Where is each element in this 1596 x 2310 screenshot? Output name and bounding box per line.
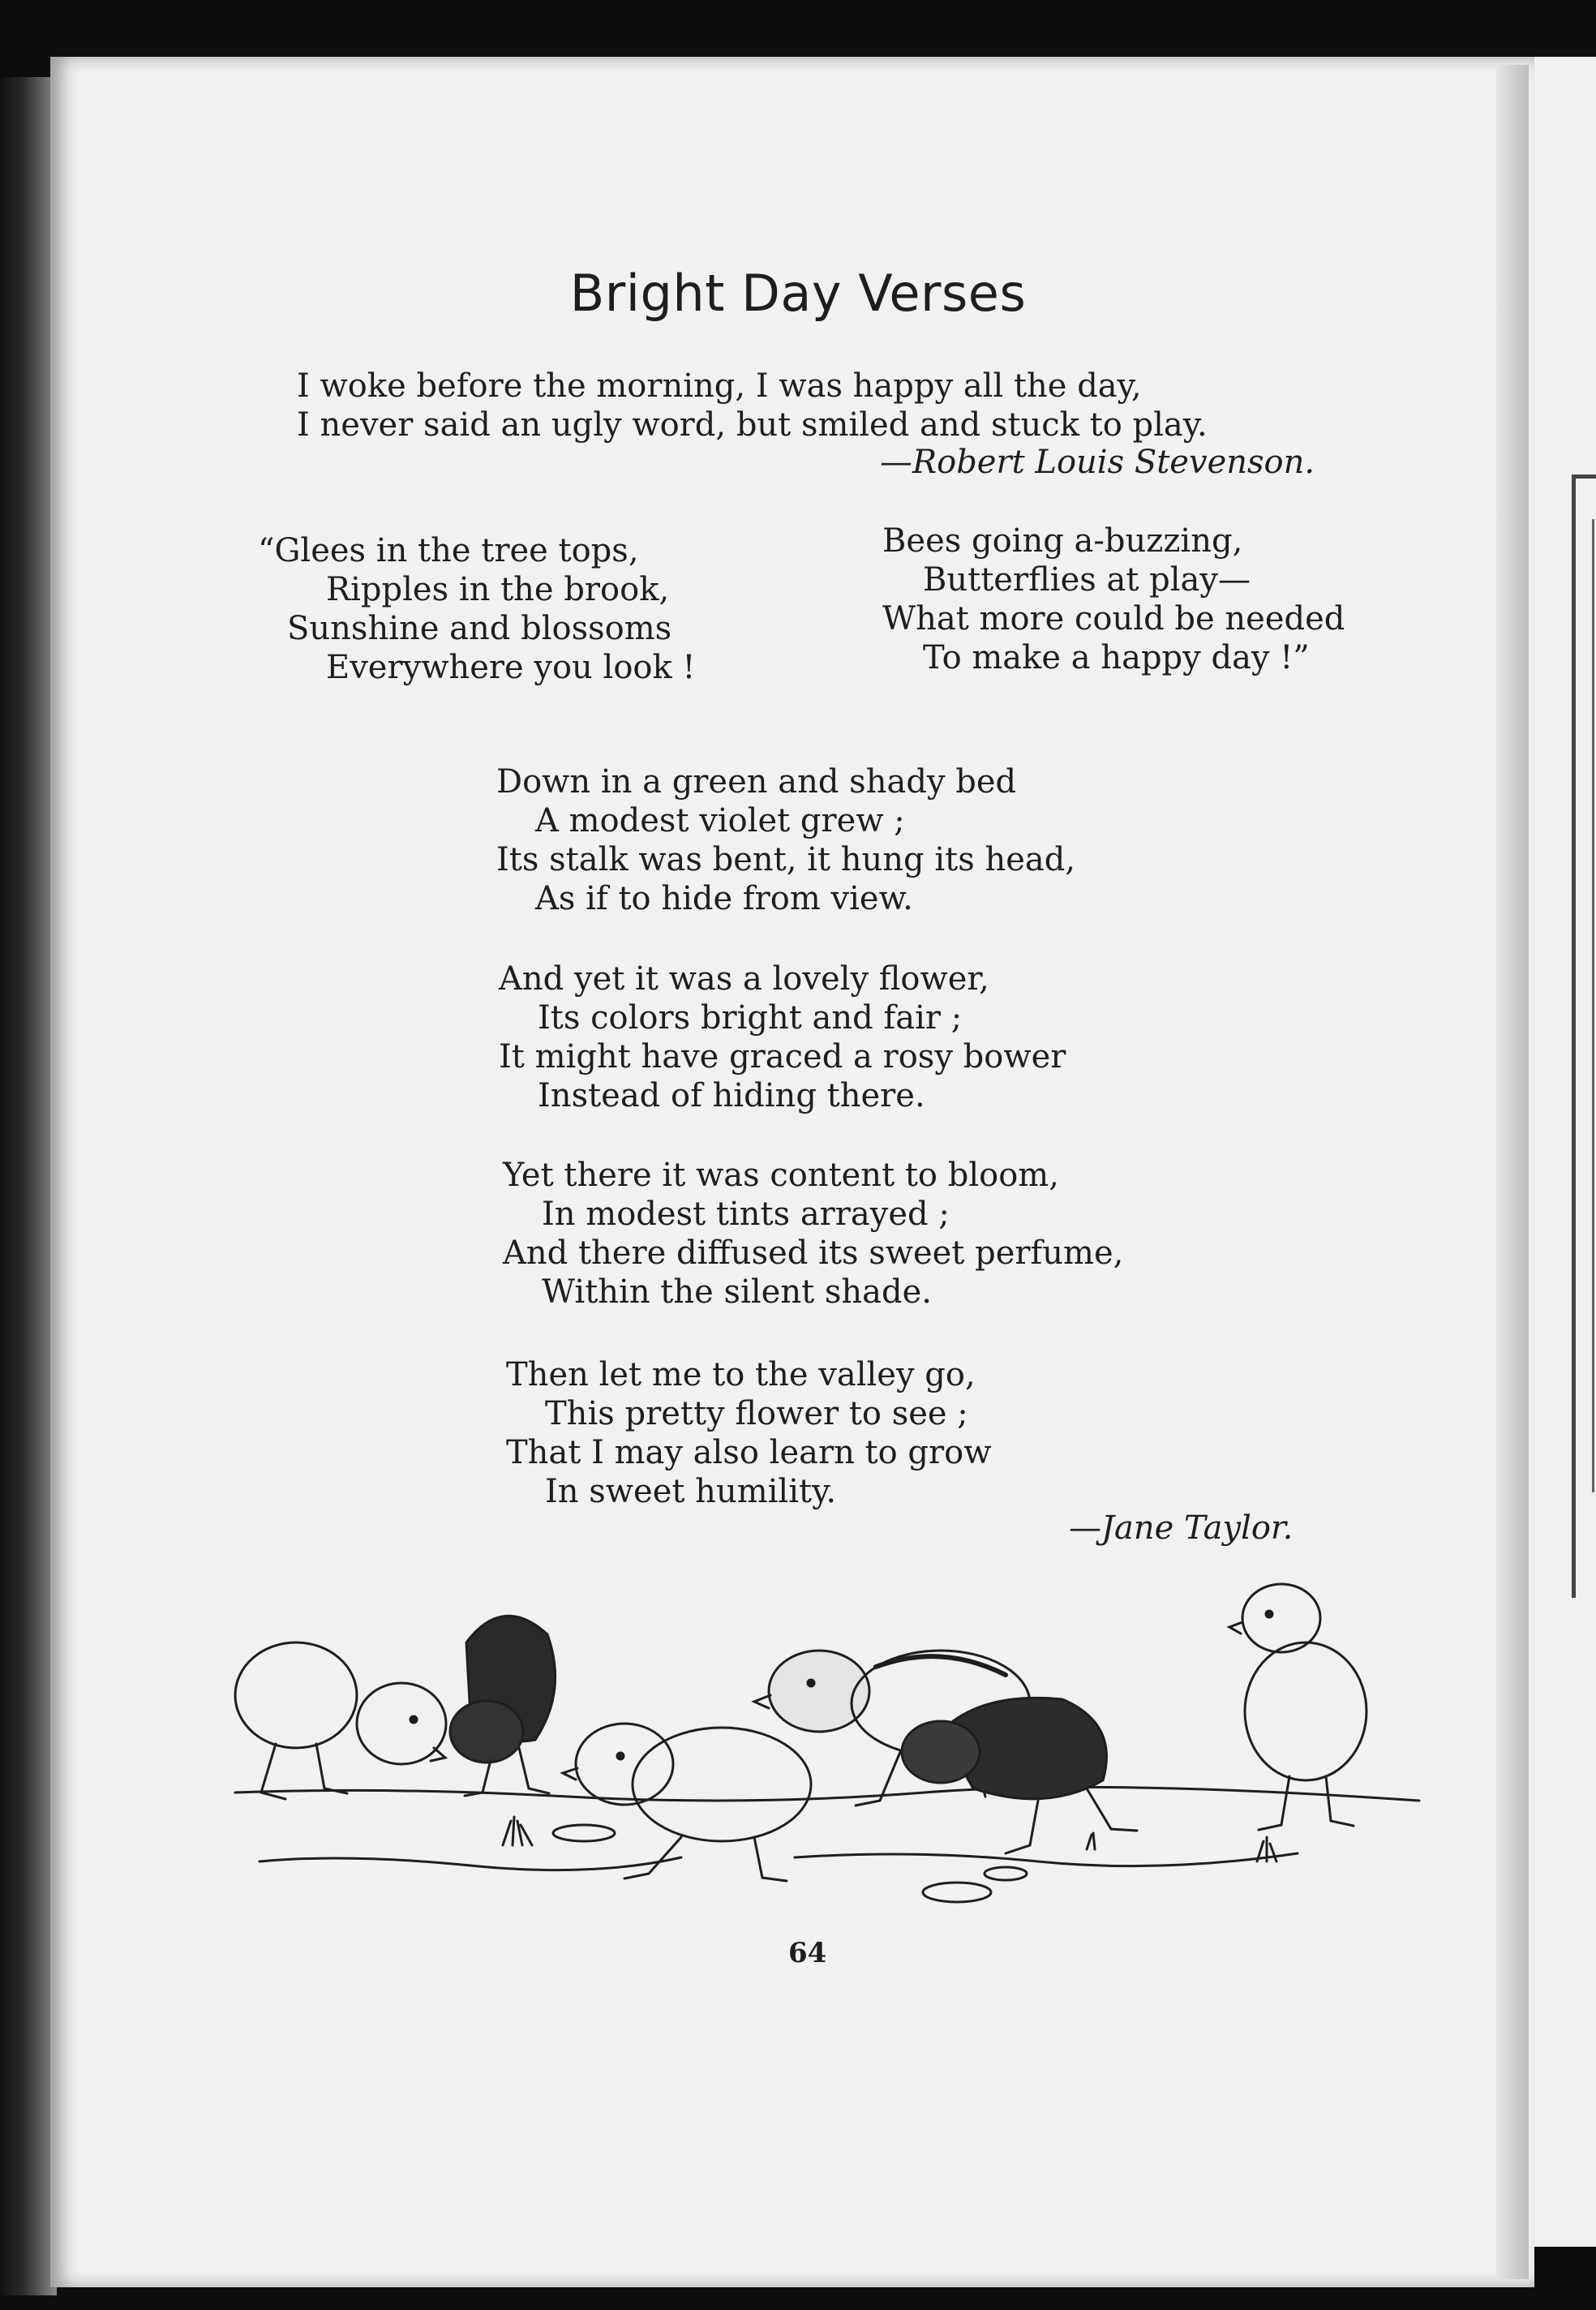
poem-line: Everywhere you look ! bbox=[326, 649, 696, 686]
poem-line: I woke before the morning, I was happy all the day, bbox=[297, 367, 1142, 405]
poem-line: I never said an ugly word, but smiled and stuck to play. bbox=[297, 406, 1208, 444]
poem-line: That I may also learn to grow bbox=[506, 1434, 992, 1471]
attribution: —Robert Louis Stevenson. bbox=[880, 444, 1315, 481]
poem-line: Its stalk was bent, it hung its head, bbox=[496, 841, 1076, 878]
poem-line: And there diffused its sweet perfume, bbox=[503, 1234, 1124, 1272]
poem-line: “Glees in the tree tops, bbox=[258, 532, 639, 569]
poem-line: Its colors bright and fair ; bbox=[538, 999, 963, 1037]
poem-line: Bees going a-buzzing, bbox=[882, 522, 1243, 560]
attribution: —Jane Taylor. bbox=[1069, 1509, 1294, 1547]
poem-line: Within the silent shade. bbox=[542, 1273, 932, 1311]
poem-line: Ripples in the brook, bbox=[326, 571, 670, 608]
poem-line: Sunshine and blossoms bbox=[287, 610, 672, 647]
poem-line: In modest tints arrayed ; bbox=[542, 1196, 950, 1233]
poem-line: Yet there it was content to bloom, bbox=[503, 1157, 1059, 1194]
page-title: Bright Day Verses bbox=[569, 264, 1027, 323]
poem-line: A modest violet grew ; bbox=[535, 802, 905, 839]
poem-line: As if to hide from view. bbox=[535, 880, 913, 917]
poem-line: What more could be needed bbox=[882, 600, 1345, 638]
poem-line: Down in a green and shady bed bbox=[496, 763, 1017, 801]
poem-line: Then let me to the valley go, bbox=[506, 1356, 976, 1393]
poem-line: Instead of hiding there. bbox=[538, 1077, 925, 1114]
poem-line: And yet it was a lovely flower, bbox=[499, 960, 989, 998]
poem-line: To make a happy day !” bbox=[923, 639, 1310, 676]
poem-line: Butterflies at play— bbox=[923, 561, 1251, 599]
chicks-drawing-icon bbox=[227, 1569, 1427, 1934]
page-number: 64 bbox=[788, 1937, 827, 1969]
poem-line: This pretty flower to see ; bbox=[545, 1395, 968, 1432]
poem-line: In sweet humility. bbox=[545, 1473, 837, 1510]
poem-line: It might have graced a rosy bower bbox=[499, 1038, 1066, 1076]
